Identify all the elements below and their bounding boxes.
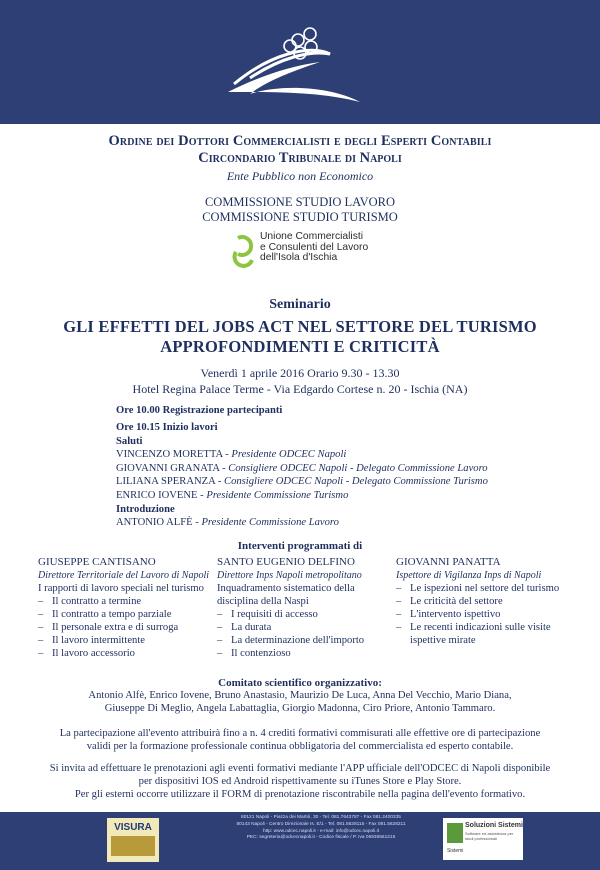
list-item-continuation: ispettive mirate	[410, 635, 476, 646]
saluti-label: Saluti	[116, 435, 143, 447]
footer-contacts	[216, 815, 426, 842]
soluzioni-logo-icon	[447, 823, 463, 843]
event-subtitle: APPROFONDIMENTI E CRITICITÀ	[160, 337, 440, 356]
credits-line: validi per la formazione professionale continua obbligatoria del commercialista ed esperto contabile.	[86, 741, 514, 752]
soluzioni-sistemi-logo	[443, 818, 523, 860]
org-name: Ordine dei Dottori Commercialisti e degli Esperti Contabili	[108, 133, 492, 149]
programme-block	[116, 421, 488, 530]
list-item: – Il lavoro intermittente	[38, 634, 218, 647]
speaker-topic: Inquadramento sistematico della	[217, 583, 355, 594]
booking-line: Si invita ad effettuare le prenotazioni agli eventi formativi mediante l'APP ufficiale dell'ODCEC di Napoli disponibile	[49, 763, 551, 774]
org-district: Circondario Tribunale di Napoli	[198, 150, 402, 166]
list-item: – Il personale extra e di surroga	[38, 621, 218, 634]
footer-line: PEC: segreteria@odcecnapoli.it - Codice fiscale / P. Iva 05936561215	[246, 835, 396, 841]
saluti-item: LILIANA SPERANZA - Consigliere ODCEC Napoli - Delegato Commissione Turismo	[116, 476, 488, 488]
footer-line: 80121 Napoli - Piazza dei Martiri, 30 - Tel. 081.7643787 - Fax 081.2400335	[241, 815, 401, 820]
event-title: GLI EFFETTI DEL JOBS ACT NEL SETTORE DEL TURISMO	[63, 317, 537, 336]
speaker-topic: disciplina della Naspi	[217, 596, 309, 607]
speaker-name: SANTO EUGENIO DELFINO	[217, 556, 355, 568]
footer-line: 80143 Napoli - Centro Direzionale Is. E/1 - Tel. 081.5628115 - Fax 081.5628211	[236, 821, 406, 827]
comitato-members: Antonio Alfè, Enrico Iovene, Bruno Anastasio, Maurizio De Luca, Anna Del Vecchio, Mario Diana,	[88, 690, 512, 701]
commission-turismo: COMMISSIONE STUDIO TURISMO	[202, 210, 398, 224]
saluti-item: VINCENZO MORETTA - Presidente ODCEC Napoli	[116, 449, 347, 461]
speaker-name: GIUSEPPE CANTISANO	[38, 556, 156, 568]
soluzioni-subtitle: Software ed assistenza per studi professionali	[465, 831, 514, 841]
list-item: – Il contenzioso	[217, 647, 392, 660]
event-venue: Hotel Regina Palace Terme - Via Edgardo Cortese n. 20 - Ischia (NA)	[132, 382, 468, 396]
speaker-column-3	[396, 556, 576, 647]
list-item: – La determinazione dell'importo	[217, 634, 392, 647]
list-item: – La durata	[217, 621, 392, 634]
start-time: Ore 10.15 Inizio lavori	[116, 422, 218, 433]
speaker-role: Direttore Territoriale del Lavoro di Napoli	[38, 570, 210, 581]
booking-line: Per gli esterni occorre utilizzare il FORM di prenotazione riscontrabile nella pagina dell'evento formativo.	[74, 789, 526, 800]
partner-logo	[232, 226, 370, 282]
visura-emblem-icon	[111, 836, 155, 856]
intro-label: Introduzione	[116, 503, 175, 515]
list-item: – Le recenti indicazioni sulle visite	[396, 621, 576, 634]
saluti-item: GIOVANNI GRANATA - Consigliere ODCEC Napoli - Delegato Commissione Lavoro	[116, 462, 488, 474]
speaker-role: Ispettore di Vigilanza Inps di Napoli	[396, 570, 542, 581]
speaker-column-2	[217, 556, 392, 660]
partner-line3: dell'Isola d'Ischia	[260, 252, 338, 263]
partner-line2: e Consulenti del Lavoro	[260, 241, 369, 253]
header-banner	[0, 0, 600, 124]
saluti-item: ENRICO IOVENE - Presidente Commissione Turismo	[116, 489, 349, 501]
soluzioni-title: Soluzioni Sistemi	[465, 822, 523, 829]
visura-label: VISURA	[114, 822, 152, 833]
visura-logo	[107, 818, 159, 862]
comitato-members: Giuseppe Di Meglio, Angela Labattaglia, Giorgio Madonna, Ciro Priore, Antonio Tammaro.	[104, 703, 496, 714]
list-item: – Il contratto a termine	[38, 595, 218, 608]
speaker-role: Direttore Inps Napoli metropolitano	[217, 570, 362, 581]
speaker-topic: I rapporti di lavoro speciali nel turismo	[38, 583, 204, 594]
partner-line1: Unione Commercialisti	[260, 231, 363, 242]
list-item: – I requisiti di accesso	[217, 608, 392, 621]
footer-line: http: www.odcec.napoli.it - e-mail: info@odcec.napoli.it	[262, 828, 380, 834]
comitato-label: Comitato scientifico organizzativo:	[218, 677, 382, 689]
org-subtitle: Ente Pubblico non Economico	[226, 169, 374, 183]
credits-line: La partecipazione all'evento attribuirà fino a n. 4 crediti formativi commisurati alle effettive ore di partecipazione	[59, 728, 541, 739]
registration-time: Ore 10.00 Registrazione partecipanti	[116, 405, 283, 416]
list-item: – Le criticità del settore	[396, 595, 576, 608]
credits-note	[0, 727, 600, 753]
interventi-label: Interventi programmati di	[237, 540, 363, 552]
list-item: – L'intervento ispettivo	[396, 608, 576, 621]
odcec-logo-icon	[220, 14, 380, 114]
sistemi-label: Sistemi	[447, 848, 464, 854]
booking-note	[0, 762, 600, 801]
event-date: Venerdì 1 aprile 2016 Orario 9.30 - 13.30	[200, 366, 400, 380]
speaker-column-1	[38, 556, 218, 660]
list-item: – Il contratto a tempo parziale	[38, 608, 218, 621]
speaker-name: GIOVANNI PANATTA	[396, 556, 501, 568]
event-type: Seminario	[269, 297, 331, 312]
intro-item: ANTONIO ALFÈ - Presidente Commissione Lavoro	[116, 517, 339, 529]
booking-line: per dispositivi IOS ed Android rispettivamente su iTunes Store e Play Store.	[138, 776, 462, 787]
list-item: – Il lavoro accessorio	[38, 647, 218, 660]
list-item: – Le ispezioni nel settore del turismo	[396, 582, 576, 595]
commission-lavoro: COMMISSIONE STUDIO LAVORO	[204, 195, 396, 209]
